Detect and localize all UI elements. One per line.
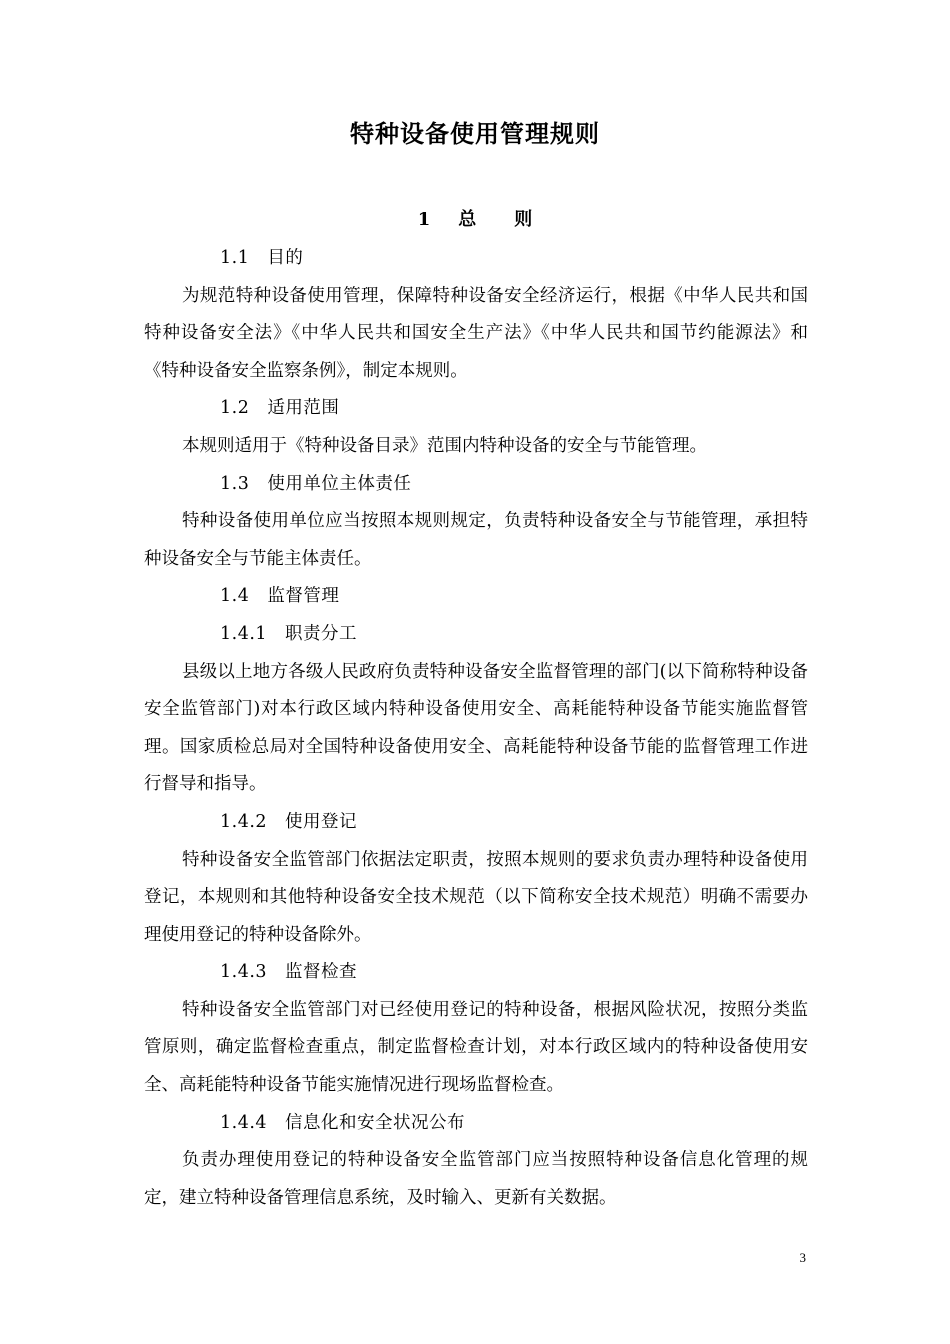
section-heading-text: 使用登记: [285, 811, 358, 832]
section-number: 1.2: [220, 398, 250, 419]
section-heading-1-4-1: [144, 616, 808, 654]
chapter-number: 1: [417, 209, 431, 230]
section-number: 1.4: [220, 586, 250, 607]
section-number: 1.4.1: [220, 623, 268, 644]
section-heading-text: 监督检查: [285, 962, 358, 983]
section-heading-1-4-4: [144, 1105, 808, 1143]
paragraph-scope: 本规则适用于《特种设备目录》范围内特种设备的安全与节能管理。: [182, 435, 707, 456]
section-number: 1.4.2: [220, 811, 268, 832]
section-number: 1.3: [220, 473, 250, 494]
document-body: [144, 240, 808, 1217]
section-heading-1-2: [144, 390, 808, 428]
section-number: 1.4.3: [220, 962, 268, 983]
section-heading-1-1: [144, 240, 808, 278]
section-heading-1-4-3: [144, 954, 808, 992]
section-heading-text: 信息化和安全状况公布: [285, 1112, 466, 1133]
section-heading-text: 使用单位主体责任: [267, 473, 412, 494]
section-heading-text: 目的: [267, 248, 304, 268]
paragraph-inspection: 特种设备安全监管部门对已经使用登记的特种设备，根据风险状况，按照分类监管原则，确定监督检查重点，制定监督检查计划，对本行政区域内的特种设备使用安全、高耗能特种设备节能实施情况进行现场监督检查。: [144, 999, 808, 1096]
section-heading-text: 适用范围: [267, 398, 340, 419]
section-heading-1-3: [144, 466, 808, 504]
page-number: 3: [799, 1250, 806, 1265]
document-title: 特种设备使用管理规则: [350, 120, 600, 148]
paragraph-purpose: 为规范特种设备使用管理，保障特种设备安全经济运行，根据《中华人民共和国特种设备安全法》《中华人民共和国安全生产法》《中华人民共和国节约能源法》和《特种设备安全监察条例》，制定本规则。: [144, 285, 808, 381]
paragraph-informatization: 负责办理使用登记的特种设备安全监管部门应当按照特种设备信息化管理的规定，建立特种设备管理信息系统，及时输入、更新有关数据。: [144, 1150, 808, 1208]
section-heading-text: 监督管理: [267, 586, 340, 607]
section-number: 1.4.4: [220, 1112, 268, 1133]
section-heading-1-4: [144, 578, 808, 616]
chapter-title: [0, 205, 950, 235]
paragraph-registration: 特种设备安全监管部门依据法定职责，按照本规则的要求负责办理特种设备使用登记，本规则和其他特种设备安全技术规范（以下简称安全技术规范）明确不需要办理使用登记的特种设备除外。: [144, 849, 808, 945]
section-heading-text: 职责分工: [285, 623, 358, 644]
section-heading-1-4-2: [144, 804, 808, 842]
paragraph-responsibility: 特种设备使用单位应当按照本规则规定，负责特种设备安全与节能管理，承担特种设备安全与节能主体责任。: [144, 511, 808, 569]
section-number: 1.1: [220, 248, 250, 268]
paragraph-division-of-duties: 县级以上地方各级人民政府负责特种设备安全监督管理的部门(以下简称特种设备安全监管部门)对本行政区域内特种设备使用安全、高耗能特种设备节能实施监督管理。国家质检总局对全国特种设备使用安全、高耗能特种设备节能的监督管理工作进行督导和指导。: [144, 661, 808, 795]
chapter-heading: 总则: [458, 209, 571, 230]
